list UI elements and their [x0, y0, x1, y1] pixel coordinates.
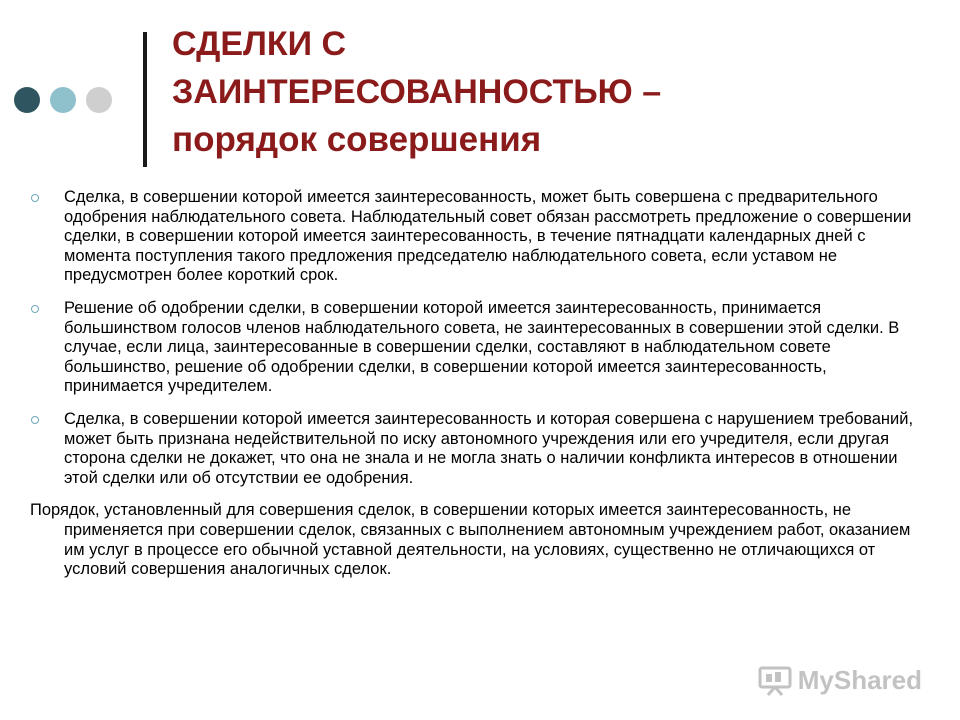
- circle-bullet-icon: [31, 416, 39, 424]
- bullet-item: [30, 188, 930, 286]
- dot-light-blue: [50, 87, 76, 113]
- decorative-dots: [14, 87, 112, 113]
- circle-bullet-icon: [31, 194, 39, 202]
- bullet-text: Сделка, в совершении которой имеется заинтересованность и которая совершена с нарушением требований, может быть признана недействительной по иску автономного учреждения или его учредителя, если другая сторона сделки не докажет, что она не знала и не могла знать о наличии конфликта интересов в отношении этой сделки или об отсутствии ее одобрения.: [64, 409, 914, 487]
- watermark-text: MyShared: [797, 665, 922, 695]
- watermark: [758, 665, 922, 696]
- dot-gray: [86, 87, 112, 113]
- slide-body: [30, 188, 930, 580]
- title-line-2: ЗАИНТЕРЕСОВАННОСТЬЮ –: [172, 73, 662, 111]
- circle-bullet-icon: [31, 305, 39, 313]
- title-line-3: порядок совершения: [172, 120, 542, 159]
- title-line-1: СДЕЛКИ С: [172, 25, 347, 63]
- bullet-item: [30, 410, 930, 488]
- bullet-item: [30, 299, 930, 397]
- presentation-board-icon: [758, 666, 792, 696]
- closing-paragraph: Порядок, установленный для совершения сделок, в совершении которых имеется заинтересованность, не применяется при совершении сделок, связанных с выполнением автономным учреждением работ, оказанием им услуг в процессе его обычной уставной деятельности, на условиях, существенно не отличающихся от условий совершения аналогичных сделок.: [30, 501, 911, 579]
- title-divider-line: [143, 32, 147, 167]
- bullet-text: Решение об одобрении сделки, в совершении которой имеется заинтересованность, принимается большинством голосов членов наблюдательного совета, не заинтересованных в совершении этой сделки. В случае, если лица, заинтересованные в совершении сделки, составляют в наблюдательном совете большинство, решение об одобрении сделки, в совершении которой имеется заинтересованность, принимается учредителем.: [64, 298, 900, 396]
- slide-title: [172, 20, 942, 164]
- dot-dark: [14, 87, 40, 113]
- bullet-text: Сделка, в совершении которой имеется заинтересованность, может быть совершена с предварительного одобрения наблюдательного совета. Наблюдательный совет обязан рассмотреть предложение о совершении сделки, в совершении которой имеется заинтересованность, в течение пятнадцати календарных дней с момента поступления такого предложения председателю наблюдательного совета, если уставом не предусмотрен более короткий срок.: [64, 188, 912, 285]
